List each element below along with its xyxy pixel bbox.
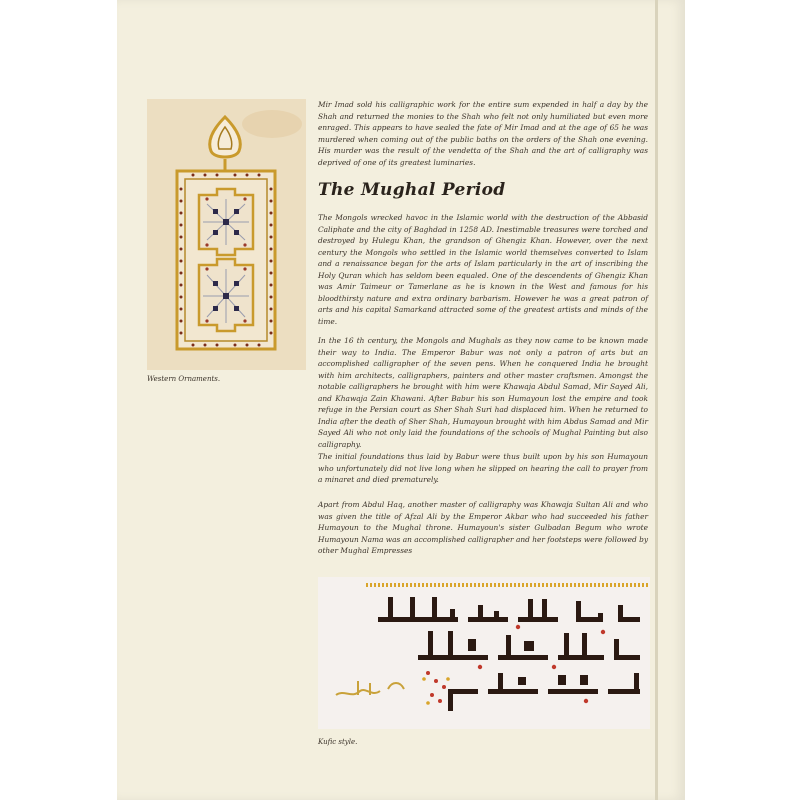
ornament-caption: Western Ornaments. [147, 375, 221, 383]
right-margin [685, 0, 800, 800]
kufic-drawing [318, 577, 650, 729]
paragraph-mongols: The Mongols wrecked havoc in the Islamic world with the destruction of the Abbasid Caliphate and the city of Baghdad in 1258 AD. Inestimable treasures were torched and destroyed by Hulegu Khan, the grandson of Ghengiz Khan. However, over the next century the Mongols who settled in the Islamic world themselves converted to Islam and a renaissance began for the arts of Islam particularly in the art of inscribing the Holy Quran which has seldom been equaled. One of the descendents of Ghengiz Khan was Amir Taimeur or Tamerlane as he is known in the West and famous for his bloodthirsty nature and extra ordinary barbarism. However he was a great patron of arts and his capital Samarkand attracted some of the greatest artists and minds of the time. [318, 213, 648, 326]
paragraph-afzal-ali: Apart from Abdul Haq, another master of calligraphy was Khawaja Sultan Ali and who was given the title of Afzal Ali by the Emperor Akbar who had succeeded his father Humayoun to the Mughal throne. Humayoun's sister Gulbadan Begum who wrote Humayoun Nama was an accomplished calligrapher and her footsteps were followed by other Mughal Empresses [318, 500, 648, 555]
section-heading: The Mughal Period [318, 180, 506, 200]
kufic-caption: Kufic style. [318, 738, 358, 746]
ornament-drawing [147, 99, 306, 370]
page-edge [655, 0, 658, 800]
paragraph-foundations: The initial foundations thus laid by Babur were thus built upon by his son Humayoun who unfortunately did not live long when he slipped on hearing the call to prayer from a minaret and died prematurely. [318, 452, 648, 484]
kufic-calligraphy-image [318, 577, 650, 729]
western-ornament-image [147, 99, 306, 370]
paragraph-mughals: In the 16 th century, the Mongols and Mughals as they now came to be known made their way to India. The Emperor Babur was not only a patron of arts but an accomplished calligrapher of the seven pens. When he conquered India he brought with him architects, calligraphers, painters and other master craftsmen. Amongst the notable calligraphers he brought with him were Khawaja Abdul Samad, Mir Sayed Ali, and Khawaja Zain Khawani. After Babur his son Humayoun lost the empire and took refuge in the Persian court as Sher Shah Suri had displaced him. When he returned to India after the death of Sher Shah, Humayoun brought with him Abdus Samad and Mir Sayed Ali who not only laid the foundations of the schools of Mughal Painting but also calligraphy. [318, 336, 648, 449]
paragraph-intro: Mir Imad sold his calligraphic work for the entire sum expended in half a day by the Shah and returned the monies to the Shah who felt not only humiliated but even more enraged. This appears to have sealed the fate of Mir Imad and at the age of 65 he was murdered when coming out of the public baths on the orders of the Shah one evening. His murder was the result of the vendetta of the Shah and the art of calligraphy was deprived of one of its greatest luminaries. [318, 100, 648, 167]
